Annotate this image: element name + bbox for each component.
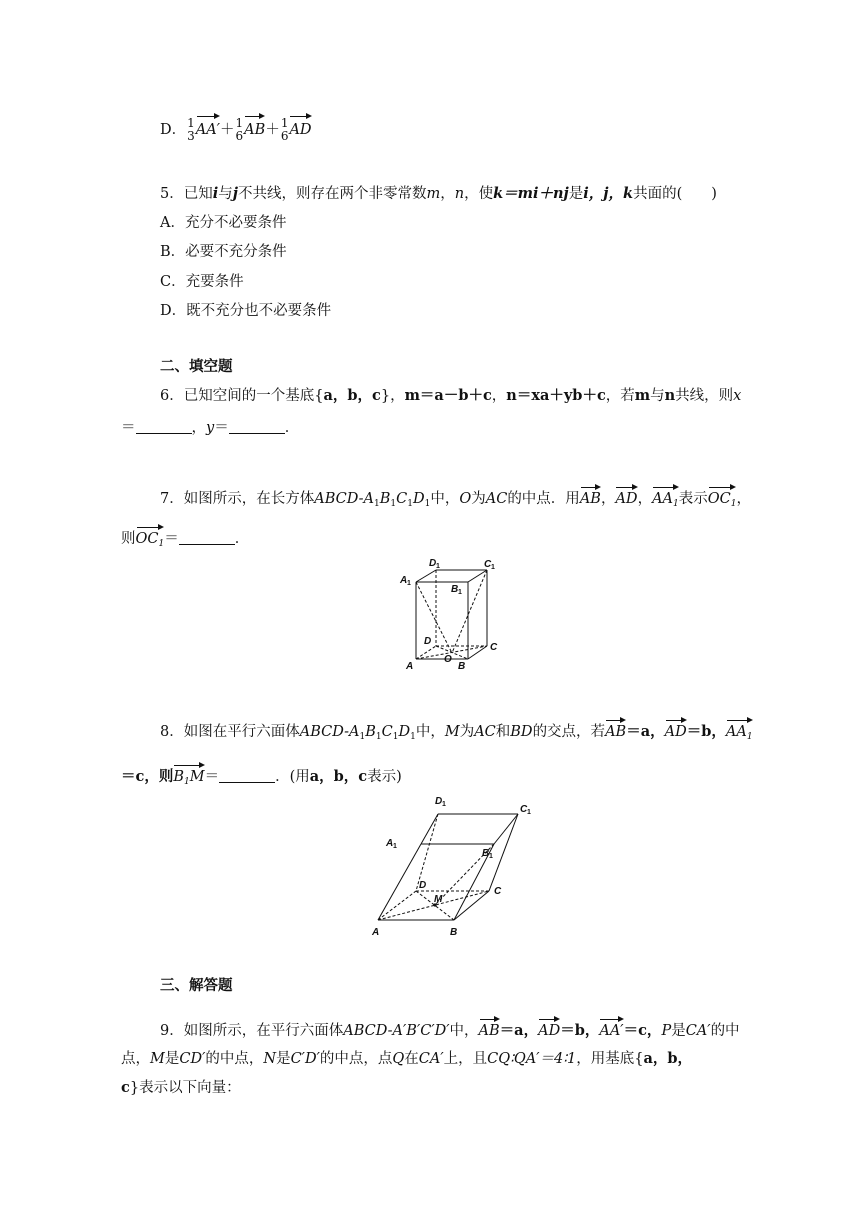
svg-text:1: 1 [491, 564, 495, 571]
option-label: D． [160, 122, 187, 138]
q7-line-1: 7．如图所示，在长方体ABCD-$A_1B_1C_1D_1$中，O为AC的中点．用AB，AD，$AA_1$表示$OC_1$， [160, 487, 751, 509]
label-c: C [494, 886, 502, 897]
vector-aa: AA′ [196, 116, 220, 142]
q5-stem: 5．已知i与j不共线，则存在两个非零常数m，n，使k＝mi＋nj是i，j，k共面的( ) [160, 185, 717, 202]
q8-parallelepiped-figure [364, 790, 544, 950]
label-b: B [458, 661, 466, 672]
q5-option-c: C．充要条件 [160, 274, 244, 290]
label-d: D [419, 880, 427, 891]
section-title-solve: 三、解答题 [160, 977, 233, 994]
label-d1: D [429, 558, 437, 569]
q5-option-d: D．既不充分也不必要条件 [160, 303, 332, 319]
q5-option-a: A．充分不必要条件 [160, 215, 287, 231]
vector-ab: AB [244, 116, 265, 142]
q4-option-d: D． 1 3 AA′＋ 1 6 AB＋ 1 6 AD [160, 116, 312, 143]
answer-blank[interactable] [179, 530, 235, 545]
q6-line-2: ＝ ，y＝ ． [121, 420, 300, 436]
svg-text:1: 1 [393, 843, 397, 850]
svg-text:1: 1 [407, 580, 411, 587]
label-b1: B [482, 848, 490, 859]
section-title-fill-in: 二、填空题 [160, 358, 233, 375]
svg-text:1: 1 [436, 563, 440, 570]
label-b1: B [451, 584, 459, 595]
answer-blank[interactable] [229, 419, 285, 434]
answer-blank[interactable] [219, 768, 275, 783]
svg-text:1: 1 [458, 589, 462, 596]
fraction: 1 3 [187, 116, 195, 143]
label-a1: A [400, 575, 408, 586]
q8-line-1: 8．如图在平行六面体ABCD-$A_1B_1C_1D_1$中，M为AC和BD的交点，若AB＝a，AD＝b，$AA_1$ [160, 720, 753, 742]
q9-line-1: 9．如图所示，在平行六面体ABCD-A′B′C′D′中，AB＝a，AD＝b，AA′＝c，P是CA′的中 [160, 1019, 740, 1041]
answer-blank[interactable] [136, 419, 192, 434]
label-a: A [406, 661, 414, 672]
label-a1: A [386, 838, 394, 849]
fraction: 1 6 [235, 116, 244, 143]
q8-line-2: ＝c，则$B_1M=$ ．(用a，b，c表示) [121, 765, 402, 787]
label-c: C [490, 642, 498, 653]
svg-text:1: 1 [527, 809, 531, 816]
q9-line-3: c}表示以下向量： [121, 1079, 241, 1096]
q5-option-b: B．必要不充分条件 [160, 244, 287, 260]
label-d1: D [435, 796, 443, 807]
q7-line-2: 则$OC_1=$ ． [121, 527, 249, 549]
label-a: A [372, 927, 380, 938]
fraction: 1 6 [280, 116, 289, 143]
label-b: B [450, 927, 458, 938]
q9-line-2: 点，M是CD′的中点，N是C′D′的中点，点Q在CA′上，且CQ∶QA′＝4∶1，用基底{a，b， [121, 1050, 693, 1067]
label-c1: C [520, 804, 528, 815]
vector-ad: AD [289, 116, 311, 142]
q6-line-1: 6．已知空间的一个基底{a，b，c}，m＝a－b＋c，n＝xa＋yb＋c，若m与n共线，则x [160, 387, 742, 404]
svg-text:1: 1 [489, 853, 493, 860]
label-o: O [444, 654, 452, 665]
label-d: D [424, 636, 432, 647]
q7-cuboid-figure [392, 556, 512, 676]
label-c1: C [484, 559, 492, 570]
label-m: M [434, 894, 443, 905]
svg-text:1: 1 [442, 801, 446, 808]
